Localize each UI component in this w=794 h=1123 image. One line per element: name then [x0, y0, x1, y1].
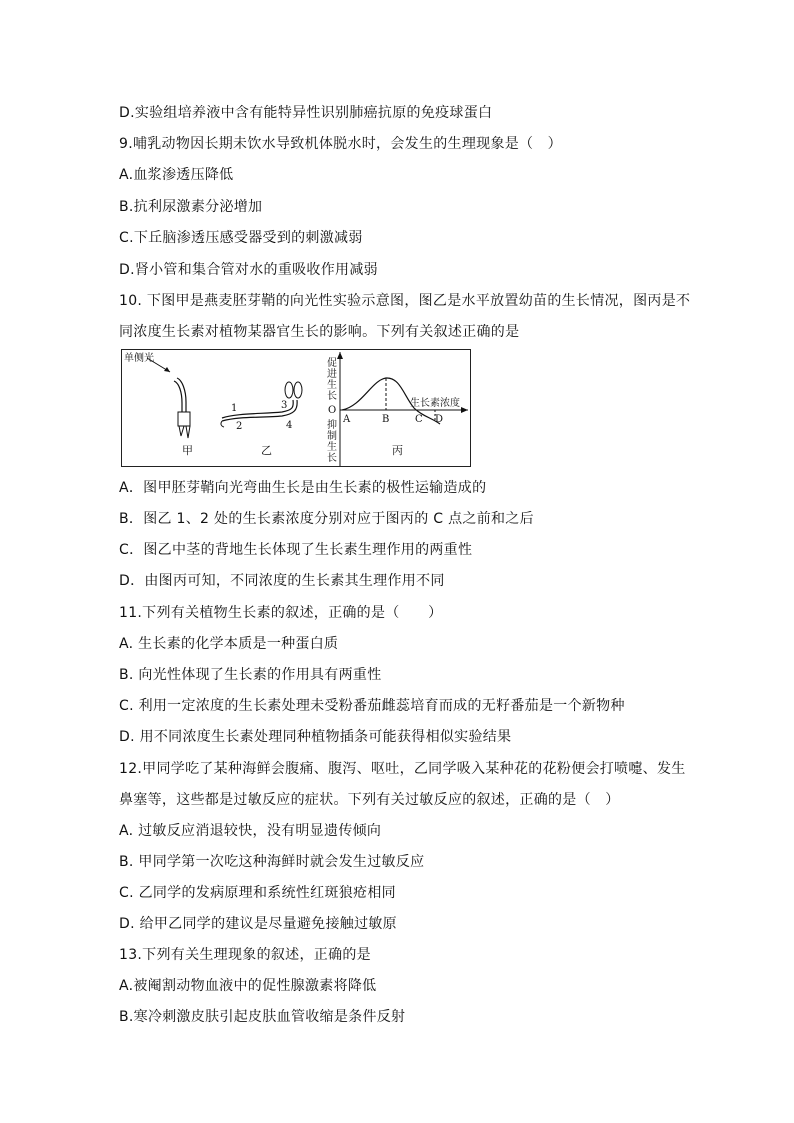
- y-axis-arrow: [337, 352, 343, 359]
- question-10-option-c: C．图乙中茎的背地生长体现了生长素生理作用的两重性: [119, 542, 473, 558]
- question-11-option-d: D. 用不同浓度生长素处理同种植物插条可能获得相似实验结果: [119, 729, 512, 745]
- point-1: 1: [231, 403, 238, 414]
- svg-text:长: 长: [327, 391, 337, 402]
- question-9-option-a: A.血浆渗透压降低: [119, 167, 234, 183]
- roots: [179, 426, 190, 438]
- question-12-option-b: B. 甲同学第一次吃这种海鲜时就会发生过敏反应: [119, 854, 425, 870]
- svg-text:生: 生: [327, 442, 337, 453]
- question-11-option-c: C. 利用一定浓度的生长素处理未受粉番茄雌蕊培育而成的无籽番茄是一个新物种: [119, 698, 625, 714]
- question-12-stem-line1: 12.甲同学吃了某种海鲜会腹痛、腹泻、呕吐，乙同学吸入某种花的花粉便会打喷嚏、发生: [119, 761, 686, 777]
- question-13-option-a: A.被阉割动物血液中的促性腺激素将降低: [119, 978, 377, 994]
- leaf-right: [294, 382, 302, 398]
- question-10-stem-line2: 同浓度生长素对植物某器官生长的影响。下列有关叙述正确的是: [119, 324, 520, 340]
- svg-text:进: 进: [327, 369, 337, 380]
- svg-text:长: 长: [327, 453, 337, 464]
- question-13-stem: 13.下列有关生理现象的叙述，正确的是: [119, 947, 371, 963]
- question-11-stem: 11.下列有关植物生长素的叙述，正确的是（ ）: [119, 605, 443, 621]
- question-10-option-a: A．图甲胚芽鞘向光弯曲生长是由生长素的极性运输造成的: [119, 480, 487, 496]
- caption-yi: 乙: [261, 444, 272, 457]
- y-axis-bottom-label: [327, 418, 337, 464]
- root-tip: [221, 421, 224, 427]
- question-10-option-d: D．由图丙可知，不同浓度的生长素其生理作用不同: [119, 573, 445, 589]
- point-2: 2: [236, 421, 243, 432]
- x-axis-label: 生长素浓度: [410, 398, 460, 409]
- question-11-option-b: B. 向光性体现了生长素的作用具有两重性: [119, 667, 382, 683]
- point-4: 4: [286, 420, 293, 431]
- question-12-option-c: C. 乙同学的发病原理和系统性红斑狼疮相同: [119, 885, 396, 901]
- origin-label: O: [328, 405, 337, 416]
- question-12-stem-line2: 鼻塞等，这些都是过敏反应的症状。下列有关过敏反应的叙述，正确的是（ ）: [119, 792, 620, 808]
- question-9-stem: 9.哺乳动物因长期未饮水导致机体脱水时，会发生的生理现象是（ ）: [119, 136, 562, 152]
- svg-text:生: 生: [327, 380, 337, 391]
- light-label: 单侧光: [124, 353, 154, 364]
- question-10-figure: [121, 349, 471, 467]
- figure-drawing: [122, 350, 470, 466]
- leaf-left: [285, 382, 293, 398]
- question-9-option-c: C.下丘脑渗透压感受器受到的刺激减弱: [119, 230, 363, 246]
- coleoptile-inner: [174, 381, 182, 412]
- question-12-option-d: D. 给甲乙同学的建议是尽量避免接触过敏原: [119, 916, 397, 932]
- svg-text:制: 制: [327, 431, 337, 442]
- point-d: D: [435, 414, 444, 425]
- caption-jia: 甲: [182, 444, 193, 457]
- point-c: C: [415, 414, 423, 425]
- coleoptile-base: [178, 412, 190, 426]
- point-b: B: [382, 414, 390, 425]
- question-11-option-a: A. 生长素的化学本质是一种蛋白质: [119, 636, 339, 652]
- text-line: D.实验组培养液中含有能特异性识别肺癌抗原的免疫球蛋白: [119, 105, 493, 121]
- caption-bing: 丙: [392, 444, 403, 457]
- question-9-option-b: B.抗利尿激素分泌增加: [119, 199, 263, 215]
- question-10-stem-line1: 10. 下图甲是燕麦胚芽鞘的向光性实验示意图，图乙是水平放置幼苗的生长情况，图丙是不: [119, 293, 691, 309]
- light-arrowhead: [164, 367, 170, 372]
- question-13-option-b: B.寒冷刺激皮肤引起皮肤血管收缩是条件反射: [119, 1009, 406, 1025]
- x-axis-arrow: [461, 407, 468, 413]
- question-10-option-b: B．图乙 1、2 处的生长素浓度分别对应于图丙的 C 点之前和之后: [119, 511, 534, 527]
- question-12-option-a: A. 过敏反应消退较快，没有明显遗传倾向: [119, 823, 382, 839]
- point-3: 3: [281, 400, 288, 411]
- svg-text:促: 促: [327, 358, 337, 369]
- point-a: A: [343, 414, 351, 425]
- svg-text:抑: 抑: [327, 420, 337, 431]
- y-axis-top-label: [327, 357, 337, 402]
- question-9-option-d: D.肾小管和集合管对水的重吸收作用减弱: [119, 262, 378, 278]
